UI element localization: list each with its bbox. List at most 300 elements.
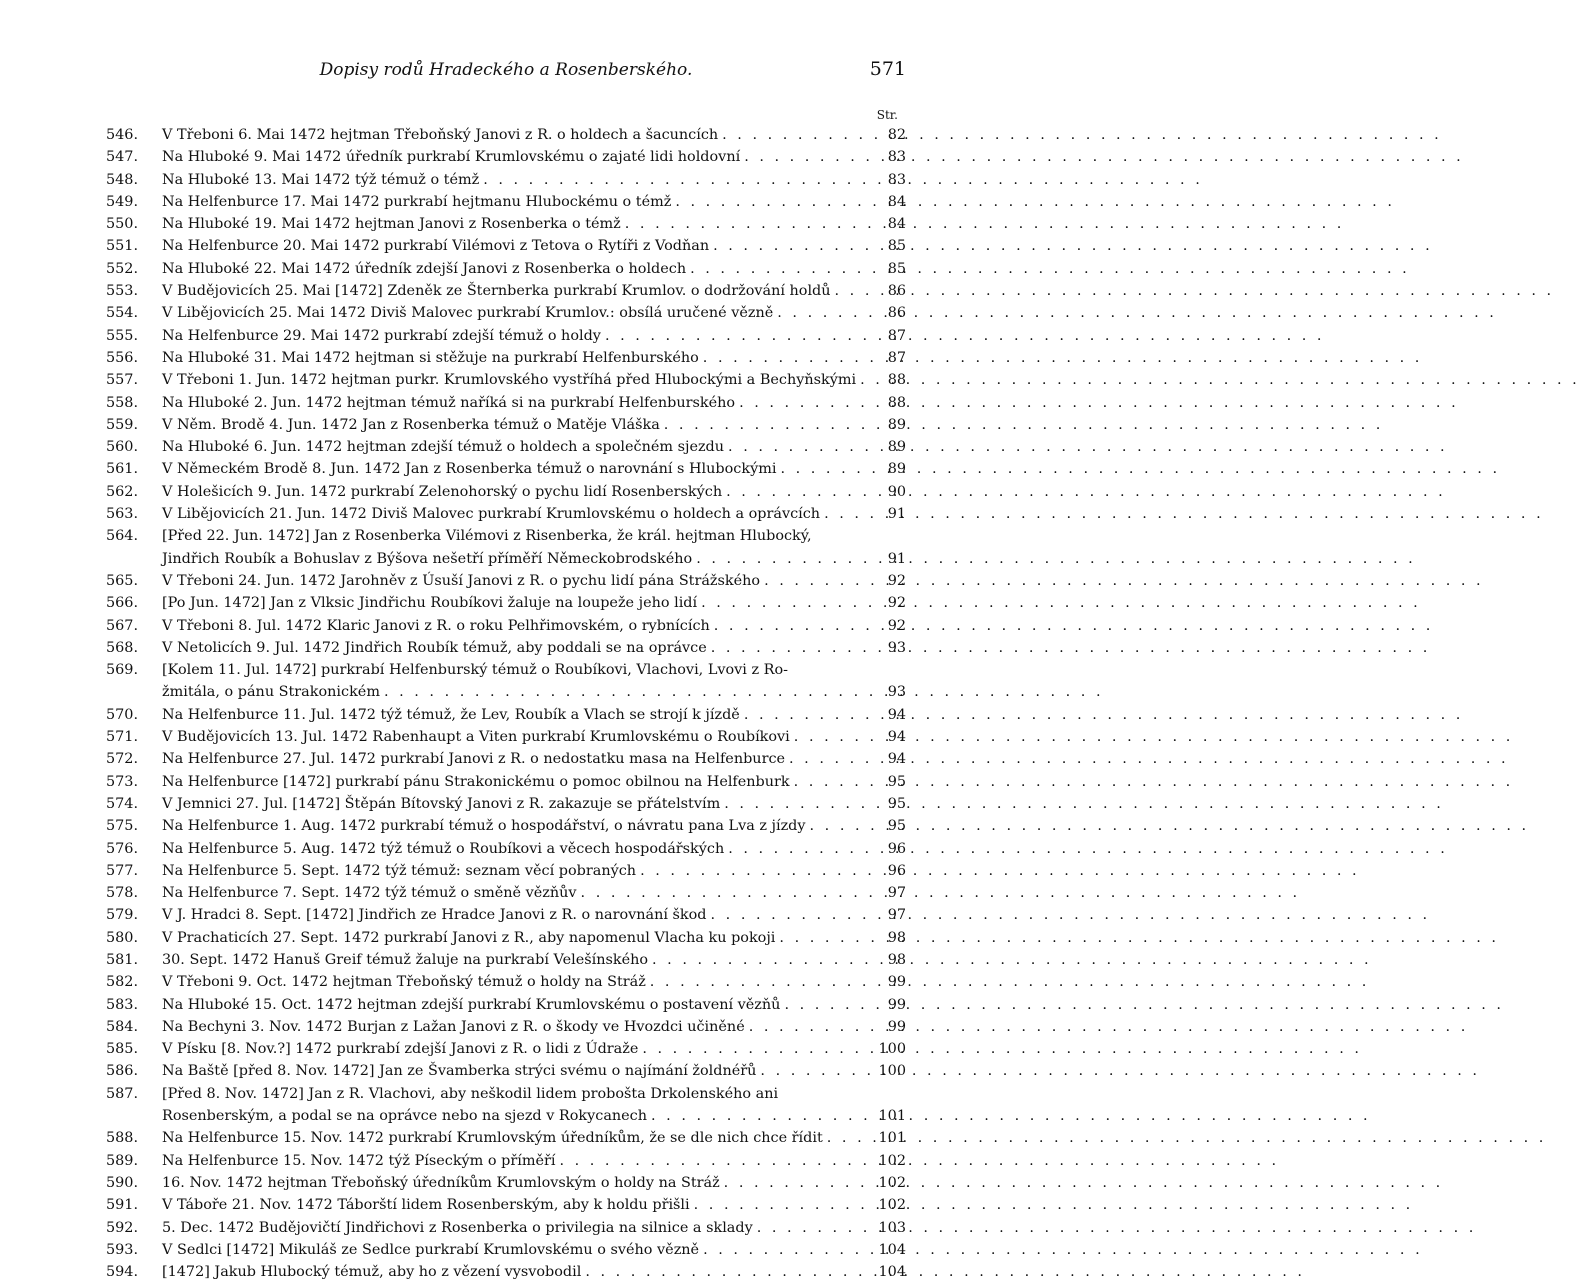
dot-leader [823,1127,875,1149]
entry-line [106,971,906,993]
entry-text: žmitála, o pánu Strakonickém [162,684,380,701]
entry-text: Na Helfenburce 7. Sept. 1472 týž témuž o směně vězňův [162,885,577,902]
dot-leader [780,994,880,1016]
entry-line [106,1194,906,1216]
entry-text: Na Hluboké 15. Oct. 1472 hejtman zdejší purkrabí Krumlovskému o postavení vězňů [162,996,781,1013]
list-item [106,369,906,391]
entry-page-number: 93 [887,684,906,701]
entry-text: [1472] Jakub Hlubocký témuž, aby ho z vězení vysvobodil [162,1264,582,1281]
list-item [106,124,906,146]
entry-text: V Budějovicích 25. Mai [1472] Zdeněk ze Šternberka purkrabí Krumlov. o dodržování holdů [162,283,831,300]
dot-leader [577,882,880,904]
list-item [106,927,906,949]
entry-number: 593. [106,1241,139,1258]
entry-text: Na Helfenburce 27. Jul. 1472 purkrabí Janovi z R. o nedostatku masa na Helfenburce [162,751,786,768]
entry-text: Na Bechyni 3. Nov. 1472 Burjan z Lažan Janovi z R. o škody ve Hvozdci učiněné [162,1018,745,1035]
entry-text: Na Helfenburce 15. Nov. 1472 purkrabí Krumlovským úředníkům, že se dle nich chce řídit [162,1130,823,1147]
list-item [106,436,906,458]
entry-number: 549. [106,193,139,210]
entry-page-number: 102 [878,1152,906,1169]
dot-leader [806,815,880,837]
dot-leader [710,615,880,637]
entry-number: 577. [106,862,139,879]
entry-line [106,146,906,168]
entry-line [106,503,906,525]
entry-text: V Třeboni 1. Jun. 1472 hejtman purkr. Krumlovského vystříhá před Hlubockými a Bechyňskými [162,372,857,389]
entry-line [106,1239,906,1261]
dot-leader [621,213,880,235]
entry-page-number: 91 [887,506,906,523]
list-item [106,1150,906,1172]
entry-number: 573. [106,773,139,790]
entry-page-number: 89 [887,439,906,456]
entry-line [106,838,906,860]
dot-leader [699,347,880,369]
entry-text: [Před 22. Jun. 1472] Jan z Rosenberka Vilémovi z Risenberka, že král. hejtman Hlubocký, [162,528,812,545]
entry-line [106,392,906,414]
entry-line [106,1016,906,1038]
entry-page-number: 89 [887,416,906,433]
entry-page-number: 83 [887,149,906,166]
entry-number: 587. [106,1085,139,1102]
entry-line [106,815,906,837]
dot-leader [724,838,880,860]
dot-leader [660,414,880,436]
entry-page-number: 88 [887,394,906,411]
entry-text: V Budějovicích 13. Jul. 1472 Rabenhaupt a Viten purkrabí Krumlovskému o Roubíkovi [162,729,790,746]
entry-page-number: 94 [887,751,906,768]
entry-number: 570. [106,706,139,723]
list-item [106,904,906,926]
entry-line [106,771,906,793]
dot-leader [699,1239,874,1261]
list-item [106,169,906,191]
entry-line [106,1172,906,1194]
entry-page-number: 99 [887,996,906,1013]
dot-leader [831,280,880,302]
list-item [106,503,906,525]
entry-page-number: 102 [878,1174,906,1191]
entry-page-number: 82 [887,127,906,143]
entry-text: Na Helfenburce 5. Aug. 1472 týž témuž o Roubíkovi a věcech hospodářských [162,840,725,857]
list-item [106,1261,906,1283]
dot-leader [820,503,880,525]
entry-line [106,302,906,324]
list-item [106,325,906,347]
list-item [106,860,906,882]
list-item [106,146,906,168]
entry-number: 563. [106,506,139,523]
list-item [106,838,906,860]
entry-line [106,1261,906,1283]
entry-number: 565. [106,572,139,589]
list-item [106,458,906,480]
list-item [106,592,906,614]
dot-leader [856,369,880,391]
entry-page-number: 93 [887,639,906,656]
entry-page-number: 92 [887,595,906,612]
entry-number: 562. [106,483,139,500]
dot-leader [709,235,880,257]
list-item [106,280,906,302]
list-item [106,882,906,904]
dot-leader [380,681,880,703]
entry-line [106,994,906,1016]
list-item [106,414,906,436]
entry-text: [Kolem 11. Jul. 1472] purkrabí Helfenburský témuž o Roubíkovi, Vlachovi, Lvovi z Ro- [162,662,788,679]
entry-page-number: 94 [887,706,906,723]
entry-text: V Netolicích 9. Jul. 1472 Jindřich Roubík témuž, aby poddali se na oprávce [162,639,707,656]
entry-text: 16. Nov. 1472 hejtman Třeboňský úředníkům Krumlovským o holdy na Stráž [162,1174,720,1191]
list-item [106,1083,906,1128]
entry-line [106,124,906,146]
entry-page-number: 89 [887,461,906,478]
entry-page-number: 95 [887,818,906,835]
entry-page-number: 99 [887,974,906,991]
entry-page-number: 95 [887,795,906,812]
entry-page-number: 99 [887,1018,906,1035]
entry-text: Na Helfenburce 5. Sept. 1472 týž témuž: seznam věcí pobraných [162,862,637,879]
entry-text: V Sedlci [1472] Mikuláš ze Sedlce purkrabí Krumlovskému o svého vězně [162,1241,700,1258]
entry-page-number: 101 [878,1130,906,1147]
entry-text: Na Hluboké 9. Mai 1472 úředník purkrabí Krumlovskému o zajaté lidi holdovní [162,149,741,166]
entry-page-number: 92 [887,617,906,634]
dot-leader [671,191,880,213]
entry-page-number: 98 [887,929,906,946]
entry-text: Na Hluboké 31. Mai 1472 hejtman si stěžuje na purkrabí Helfenburského [162,349,699,366]
entry-page-number: 86 [887,283,906,300]
entry-text: V Třeboni 8. Jul. 1472 Klaric Janovi z R. o roku Pelhřimovském, o rybnících [162,617,710,634]
entry-number: 567. [106,617,139,634]
entry-number: 551. [106,238,139,255]
entry-text: V Německém Brodě 8. Jun. 1472 Jan z Rosenberka témuž o narovnání s Hlubockými [162,461,777,478]
entry-page-number: 103 [878,1219,906,1236]
entry-text: Na Hluboké 2. Jun. 1472 hejtman témuž naříká si na purkrabí Helfenburského [162,394,736,411]
list-item [106,659,906,704]
entry-number: 588. [106,1130,139,1147]
entry-page-number: 96 [887,840,906,857]
list-item [106,949,906,971]
entry-page-number: 102 [878,1197,906,1214]
entry-line [106,525,906,547]
entry-number: 557. [106,372,139,389]
entry-text: V Třeboni 24. Jun. 1472 Jarohněv z Úsuší Janovi z R. o pychu lidí pána Strážského [162,572,761,589]
entry-number: 559. [106,416,139,433]
dot-leader [740,146,880,168]
entry-number: 566. [106,595,139,612]
entry-text: Na Helfenburce [1472] purkrabí pánu Strakonickému o pomoc obilnou na Helfenburk [162,773,790,790]
entry-text: Na Hluboké 22. Mai 1472 úředník zdejší Janovi z Rosenberka o holdech [162,260,687,277]
entry-line [106,570,906,592]
list-item [106,771,906,793]
entry-page-number: 85 [887,260,906,277]
entry-text: V Holešicích 9. Jun. 1472 purkrabí Zelenohorský o pychu lidí Rosenberských [162,483,723,500]
entry-number: 585. [106,1041,139,1058]
list-item [106,1172,906,1194]
entry-line [106,592,906,614]
list-item [106,1016,906,1038]
entry-line [106,1127,906,1149]
dot-leader [756,1060,874,1082]
dot-leader [773,302,880,324]
entry-number: 574. [106,795,139,812]
entry-number: 554. [106,305,139,322]
list-item [106,525,906,570]
list-item [106,1194,906,1216]
entry-line [106,548,906,570]
entry-number: 569. [106,662,139,679]
entry-number: 556. [106,349,139,366]
entry-line [106,748,906,770]
entry-line [106,637,906,659]
entry-line [106,1083,906,1105]
list-item [106,1060,906,1082]
list-item [106,258,906,280]
dot-leader [720,1172,875,1194]
page-column-label: Str. [876,108,898,122]
entry-page-number: 97 [887,907,906,924]
entry-number: 572. [106,751,139,768]
entry-number: 571. [106,729,139,746]
entry-line [106,436,906,458]
dot-leader [776,458,880,480]
entry-text: V Prachaticích 27. Sept. 1472 purkrabí Janovi z R., aby napomenul Vlacha ku pokoji [162,929,776,946]
entry-text: Jindřich Roubík a Bohuslav z Býšova nešetří příměří Německobrodského [162,550,693,567]
entry-page-number: 100 [878,1041,906,1058]
entry-number: 550. [106,216,139,233]
dot-leader [740,704,880,726]
dot-leader [697,592,880,614]
entry-text: Na Helfenburce 1. Aug. 1472 purkrabí témuž o hospodářství, o návratu pana Lva z jízdy [162,818,806,835]
entry-line [106,1038,906,1060]
entry-page-number: 104 [878,1264,906,1281]
entry-number: 592. [106,1219,139,1236]
dot-leader [638,1038,874,1060]
entry-page-number: 85 [887,238,906,255]
dot-leader [790,726,880,748]
entry-line [106,793,906,815]
entry-text: Na Hluboké 6. Jun. 1472 hejtman zdejší témuž o holdech a společném sjezdu [162,439,725,456]
entry-number: 568. [106,639,139,656]
list-item [106,971,906,993]
dot-leader [690,1194,875,1216]
entry-page-number: 97 [887,885,906,902]
dot-leader [785,748,880,770]
entry-text: V Třeboni 6. Mai 1472 hejtman Třeboňský Janovi z R. o holdech a šacuncích [162,127,719,143]
entry-number: 582. [106,974,139,991]
entry-page-number: 100 [878,1063,906,1080]
entry-line [106,1060,906,1082]
entry-line [106,414,906,436]
list-item [106,994,906,1016]
entry-page-number: 84 [887,193,906,210]
dot-leader [479,169,880,191]
entry-line [106,882,906,904]
entry-number: 576. [106,840,139,857]
entry-line [106,904,906,926]
dot-leader [636,860,880,882]
entry-line [106,258,906,280]
entry-text: V Táboře 21. Nov. 1472 Táborští lidem Rosenberským, aby k holdu přišli [162,1197,690,1214]
entry-line [106,280,906,302]
list-item [106,235,906,257]
entry-number: 546. [106,127,139,143]
entry-line [106,1105,906,1127]
entry-page-number: 95 [887,773,906,790]
dot-leader [753,1217,875,1239]
list-item [106,347,906,369]
list-item [106,392,906,414]
entry-line [106,1217,906,1239]
entry-number: 553. [106,283,139,300]
entry-line [106,681,906,703]
entry-page-number: 83 [887,171,906,188]
dot-leader [707,904,880,926]
entry-page-number: 90 [887,483,906,500]
list-item [106,570,906,592]
entry-page-number: 86 [887,305,906,322]
entry-number: 578. [106,885,139,902]
entry-page-number: 92 [887,572,906,589]
entry-line [106,191,906,213]
page-header [106,56,906,86]
entry-number: 552. [106,260,139,277]
page-number: 571 [869,58,906,80]
entry-number: 564. [106,528,139,545]
entry-line [106,481,906,503]
entry-text: Na Helfenburce 20. Mai 1472 purkrabí Vilémovi z Tetova o Rytíři z Vodňan [162,238,710,255]
entry-page-number: 96 [887,862,906,879]
entry-number: 558. [106,394,139,411]
dot-leader [686,258,880,280]
entry-line [106,347,906,369]
entry-text: V Něm. Brodě 4. Jun. 1472 Jan z Rosenberka témuž o Matěje Vláška [162,416,660,433]
entry-number: 560. [106,439,139,456]
entry-text: V Písku [8. Nov.?] 1472 purkrabí zdejší Janovi z R. o lidi z Údraže [162,1041,639,1058]
dot-leader [775,927,880,949]
entry-text: Na Helfenburce 29. Mai 1472 purkrabí zdejší témuž o holdy [162,327,601,344]
list-item [106,637,906,659]
entry-line [106,927,906,949]
entry-line [106,704,906,726]
list-item [106,726,906,748]
entry-text: 30. Sept. 1472 Hanuš Greif témuž žaluje na purkrabí Velešínského [162,951,649,968]
entry-line [106,949,906,971]
entry-text: V Liběj​ovicích 21. Jun. 1472 Diviš Malovec purkrabí Krumlovskému o holdech a oprávcích [162,506,821,523]
entry-number: 579. [106,907,139,924]
list-item [106,1217,906,1239]
entry-number: 575. [106,818,139,835]
entry-text: Na Helfenburce 11. Jul. 1472 týž témuž, že Lev, Roubík a Vlach se strojí k jízdě [162,706,740,723]
entry-text: Na Baště [před 8. Nov. 1472] Jan ze Švamberka strýci svému o najímání žoldnéřů [162,1063,757,1080]
entry-text: V Liběj​ovicích 25. Mai 1472 Diviš Malovec purkrabí Krumlov.: obsílá uručené vězně [162,305,774,322]
entry-line [106,458,906,480]
entry-number: 547. [106,149,139,166]
entry-line [106,659,906,681]
entry-text: [Před 8. Nov. 1472] Jan z R. Vlachovi, aby neškodil lidem proboštа Drkolenského ani [162,1085,779,1102]
entry-page-number: 84 [887,216,906,233]
dot-leader [745,1016,880,1038]
list-item [106,213,906,235]
dot-leader [722,481,880,503]
entry-text: Rosenberským, a podal se na oprávce nebo na sjezd v Rokycanech [162,1108,648,1125]
dot-leader [648,949,880,971]
list-item [106,1239,906,1261]
list-item [106,615,906,637]
entry-text: Na Hluboké 13. Mai 1472 týž témuž o témž [162,171,480,188]
entry-page-number: 87 [887,349,906,366]
dot-leader [555,1150,874,1172]
entry-number: 555. [106,327,139,344]
entry-text: Na Hluboké 19. Mai 1472 hejtman Janovi z Rosenberka o témž [162,216,621,233]
entry-page-number: 91 [887,550,906,567]
entry-text: V J. Hradci 8. Sept. [1472] Jindřich ze Hradce Janovi z R. o narovnání škod [162,907,707,924]
entry-line [106,213,906,235]
entry-line [106,369,906,391]
entry-page-number: 101 [878,1108,906,1125]
entry-number: 594. [106,1264,139,1281]
list-item [106,191,906,213]
dot-leader [707,637,880,659]
entry-page-number: 94 [887,729,906,746]
entry-number: 583. [106,996,139,1013]
entry-number: 581. [106,951,139,968]
entry-text: Na Helfenburce 17. Mai 1472 purkrabí hejtmanu Hlubockému o témž [162,193,672,210]
entry-text: 5. Dec. 1472 Budějovičtí Jindřichovi z Rosenberka o privilegia na silnice a sklady [162,1219,753,1236]
entry-text: Na Helfenburce 15. Nov. 1472 týž Píseckým o příměří [162,1152,556,1169]
entry-text: V Třeboni 9. Oct. 1472 hejtman Třeboňský témuž o holdy na Stráž [162,974,646,991]
dot-leader [692,548,880,570]
dot-leader [724,436,880,458]
list-item [106,815,906,837]
entry-number: 548. [106,171,139,188]
running-title: Dopisy rodů Hradeckého a Rosenberského. [319,60,693,80]
list-item [106,302,906,324]
dot-leader [581,1261,874,1283]
entry-line [106,235,906,257]
entry-page-number: 104 [878,1241,906,1258]
entry-line [106,169,906,191]
list-item [106,481,906,503]
entry-line [106,615,906,637]
dot-leader [601,325,880,347]
entry-page-number: 87 [887,327,906,344]
list-item [106,1038,906,1060]
list-item [106,748,906,770]
entry-line [106,325,906,347]
entry-line [106,1150,906,1172]
entry-number: 584. [106,1018,139,1035]
dot-leader [720,793,880,815]
list-item [106,793,906,815]
entry-number: 561. [106,461,139,478]
dot-leader [646,971,880,993]
entry-number: 589. [106,1152,139,1169]
dot-leader [760,570,880,592]
entry-number: 590. [106,1174,139,1191]
entry-page-number: 88 [887,372,906,389]
list-item [106,704,906,726]
entry-number: 586. [106,1063,139,1080]
dot-leader [647,1105,875,1127]
table-of-contents [106,124,906,1283]
dot-leader [790,771,880,793]
entry-line [106,860,906,882]
entry-number: 591. [106,1197,139,1214]
entry-number: 580. [106,929,139,946]
entry-line [106,726,906,748]
dot-leader [718,124,880,146]
